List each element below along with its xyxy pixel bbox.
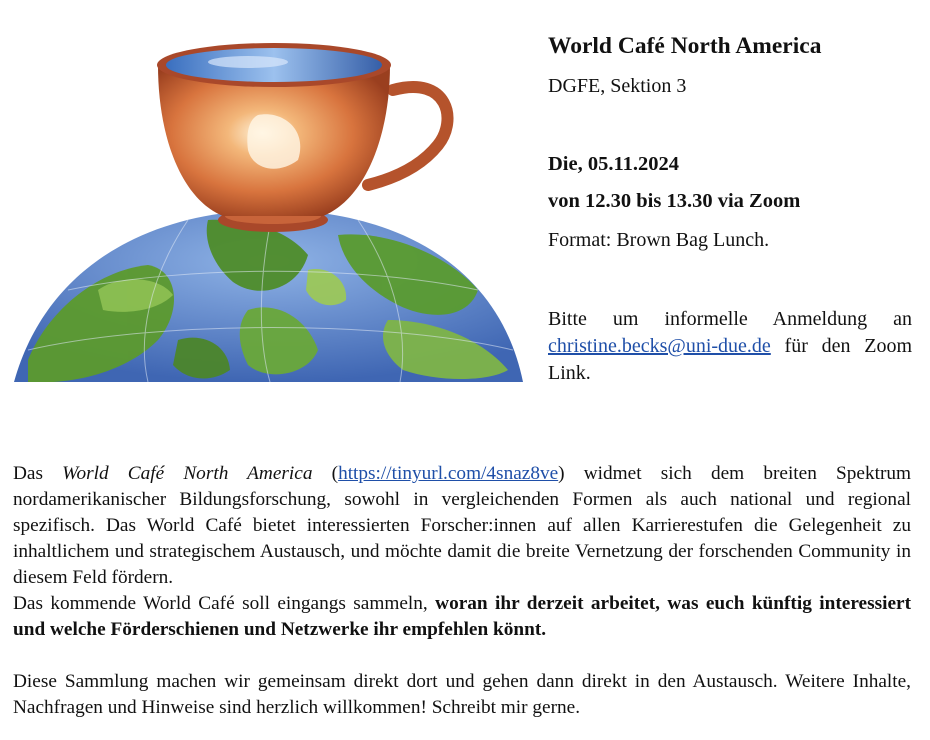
paragraph-intro bbox=[13, 461, 911, 591]
paren-open: ( bbox=[312, 463, 339, 484]
tinyurl-link[interactable]: https://tinyurl.com/4snaz8ve bbox=[338, 463, 559, 484]
coffee-cup-on-globe-icon bbox=[8, 20, 528, 392]
agenda-lead: Das kommende World Café soll eingangs sammeln, bbox=[13, 593, 436, 614]
event-date: Die, 05.11.2024 bbox=[548, 153, 679, 175]
paragraph-agenda bbox=[13, 591, 911, 643]
intro-rest: ) widmet sich dem breiten Spektrum nordamerikanischer Bildungsforschung, sowohl in vergleichenden Formen als auch national und regional spezifisch. Das World Café bietet interessierten Forscher:innen auf allen Karrierestufen die Gelegenheit zu inhaltlichem und strategischem Austausch, und möchte damit die breite Vernetzung der forschenden Community in diesem Feld fördern. bbox=[13, 463, 911, 588]
description bbox=[13, 461, 911, 721]
signup-note bbox=[548, 306, 912, 387]
agenda-bold: woran ihr derzeit arbeitet, was euch künftig interessiert und welche Förderschienen und Netzwerke ihr empfehlen könnt. bbox=[13, 593, 911, 640]
event-section: DGFE, Sektion 3 bbox=[548, 75, 687, 97]
paragraph-closing: Diese Sammlung machen wir gemeinsam direkt dort und gehen dann direkt in den Austausch. Weitere Inhalte, Nachfragen und Hinweise sind herzlich willkommen! Schreibt mir gerne. bbox=[13, 671, 911, 718]
event-time: von 12.30 bis 13.30 via Zoom bbox=[548, 190, 801, 212]
email-link[interactable]: christine.becks@uni-due.de bbox=[548, 335, 771, 357]
intro-lead: Das bbox=[13, 463, 63, 484]
event-title: World Café North America bbox=[548, 33, 822, 59]
signup-suffix: für den Zoom Link. bbox=[548, 335, 912, 384]
event-name-italic: World Café North America bbox=[62, 463, 313, 484]
signup-prefix: Bitte um informelle Anmeldung an bbox=[548, 308, 912, 330]
event-format: Format: Brown Bag Lunch. bbox=[548, 229, 770, 251]
